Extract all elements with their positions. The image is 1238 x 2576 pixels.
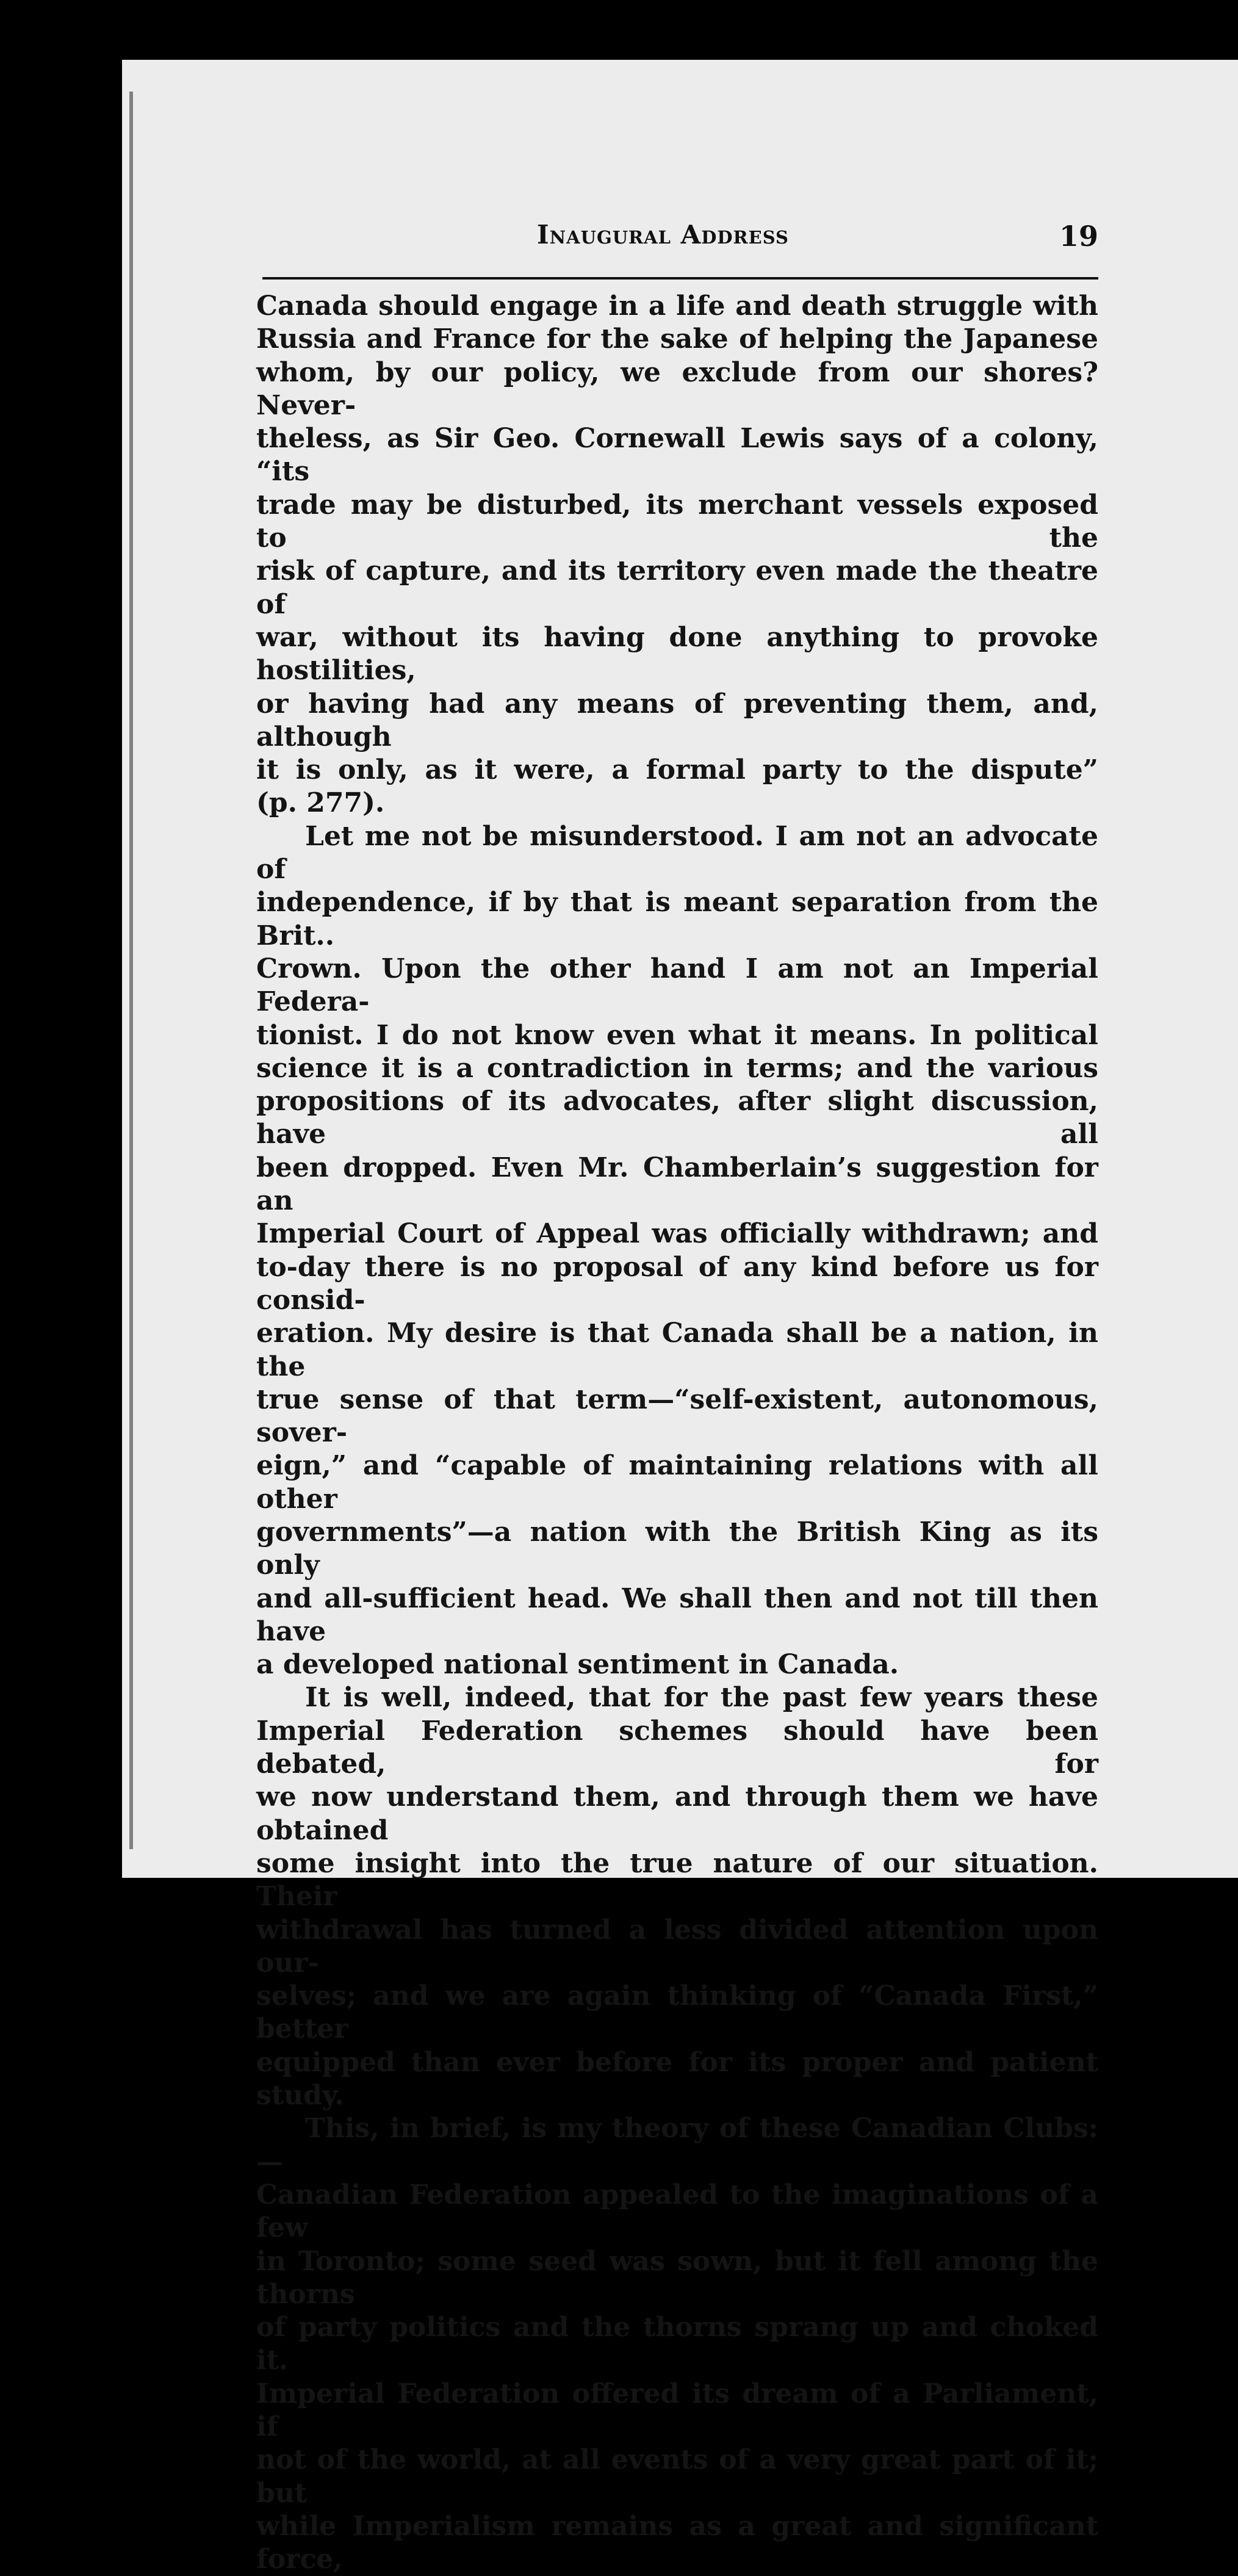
- page-edge-shadow: [129, 92, 133, 1849]
- text-line: independence, if by that is meant separation from the Brit..: [256, 887, 1098, 951]
- text-line: selves; and we are again thinking of “Canada First,” better: [256, 1980, 1098, 2045]
- paragraph: [256, 820, 1098, 1682]
- text-line: some insight into the true nature of our situation. Their: [256, 1847, 1098, 1913]
- text-line: Canada should engage in a life and death struggle with: [256, 290, 1098, 322]
- text-line: propositions of its advocates, after slight discussion, have all: [256, 1086, 1098, 1150]
- text-line: true sense of that term—“self-existent, autonomous, sover-: [256, 1384, 1098, 1449]
- text-line: in Toronto; some seed was sown, but it fell among the thorns: [256, 2245, 1098, 2310]
- text-line: equipped than ever before for its proper and patient study.: [256, 2046, 1098, 2112]
- text-line: we now understand them, and through them we have obtained: [256, 1781, 1098, 1846]
- text-line: risk of capture, and its territory even made the theatre of: [256, 555, 1098, 620]
- page-number: 19: [1059, 220, 1098, 253]
- text-line: Imperial Federation offered its dream of a Parliament, if: [256, 2378, 1098, 2442]
- text-line: and all-sufficient head. We shall then and not till then have: [256, 1582, 1098, 1647]
- text-line: not of the world, at all events of a very great part of it; but: [256, 2444, 1098, 2509]
- running-head: Inaugural Address: [537, 220, 789, 250]
- text-line: governments”—a nation with the British King as its only: [256, 1516, 1098, 1581]
- text-line: a developed national sentiment in Canada.: [256, 1649, 899, 1681]
- text-line: to-day there is no proposal of any kind before us for consid-: [256, 1251, 1098, 1316]
- text-line: Russia and France for the sake of helping the Japanese: [256, 323, 1098, 355]
- text-line: been dropped. Even Mr. Chamberlain’s suggestion for an: [256, 1152, 1098, 1217]
- text-line: trade may be disturbed, its merchant vessels exposed to the: [256, 489, 1098, 554]
- text-line: theless, as Sir Geo. Cornewall Lewis says of a colony, “its: [256, 423, 1098, 488]
- text-line: Imperial Federation schemes should have been debated, for: [256, 1715, 1098, 1780]
- text-line: It is well, indeed, that for the past few years these: [305, 1682, 1098, 1714]
- text-line: Let me not be misunderstood. I am not an advocate of: [256, 820, 1098, 886]
- text-line: Imperial Court of Appeal was officially withdrawn; and: [256, 1218, 1098, 1250]
- text-line: tionist. I do not know even what it means. In political: [256, 1019, 1098, 1051]
- text-line: withdrawal has turned a less divided attention upon our-: [256, 1914, 1098, 1979]
- text-line: eration. My desire is that Canada shall be a nation, in the: [256, 1318, 1098, 1382]
- text-line: This, in brief, is my theory of these Canadian Clubs:—: [256, 2113, 1098, 2177]
- text-line: (p. 277).: [256, 787, 385, 819]
- text-line: science it is a contradiction in terms; and the various: [256, 1052, 1098, 1084]
- paragraph: [256, 1681, 1098, 2112]
- text-line: Canadian Federation appealed to the imaginations of a few: [256, 2179, 1098, 2244]
- paragraph: [256, 2112, 1098, 2576]
- text-line: it is only, as it were, a formal party to the dispute”: [256, 754, 1098, 786]
- paragraph: [256, 290, 1098, 820]
- header-rule: [262, 277, 1098, 280]
- text-line: whom, by our policy, we exclude from our shores? Never-: [256, 356, 1098, 421]
- text-line: eign,” and “capable of maintaining relations with all other: [256, 1450, 1098, 1515]
- text-line: or having had any means of preventing them, and, although: [256, 688, 1098, 752]
- page-header: [262, 220, 1098, 256]
- body-text: [256, 290, 1098, 2576]
- text-line: war, without its having done anything to provoke hostilities,: [256, 621, 1098, 687]
- text-line: Crown. Upon the other hand I am not an Imperial Federa-: [256, 953, 1098, 1018]
- text-line: of party politics and the thorns sprang up and choked it.: [256, 2312, 1098, 2376]
- text-line: while Imperialism remains as a great and significant force,: [256, 2510, 1098, 2575]
